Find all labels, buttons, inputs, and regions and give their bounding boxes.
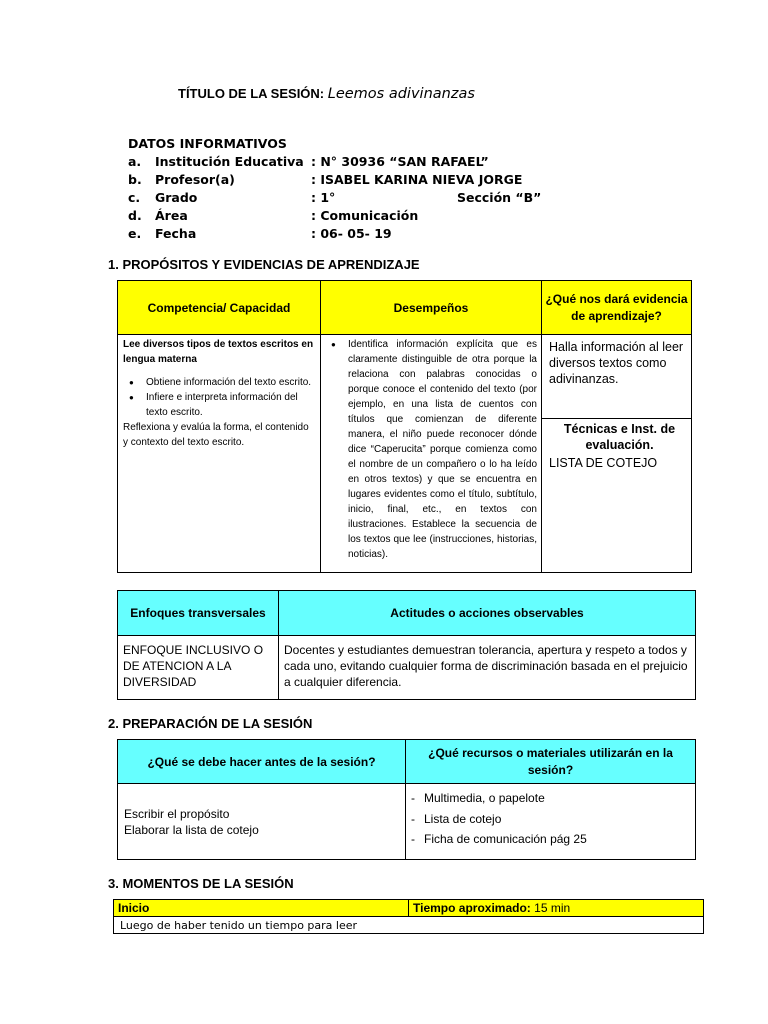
desempeno-cell — [321, 335, 542, 573]
preparacion-table — [117, 739, 696, 860]
datos-letter: b. — [128, 172, 142, 187]
antes-item: Escribir el propósito — [124, 806, 230, 821]
tiempo-cell — [409, 900, 704, 917]
section1-heading: 1. PROPÓSITOS Y EVIDENCIAS DE APRENDIZAJE — [108, 257, 420, 272]
datos-letter: d. — [128, 208, 142, 223]
momentos-table — [113, 899, 704, 934]
session-title — [178, 86, 475, 102]
datos-value: : N° 30936 “SAN RAFAEL” — [311, 154, 489, 169]
enfoques-table — [117, 590, 696, 700]
section3-heading: 3. MOMENTOS DE LA SESIÓN — [108, 876, 294, 891]
datos-label: Fecha — [155, 226, 197, 241]
capacidad-item: ● Obtiene información del texto escrito. — [123, 375, 315, 390]
datos-value: : Comunicación — [311, 208, 419, 223]
recurso-item: - Multimedia, o papelote — [406, 790, 695, 811]
competencia-title: Lee diversos tipos de textos escritos en lengua materna — [123, 339, 314, 365]
recurso-item: - Lista de cotejo — [406, 811, 695, 832]
datos-letter: a. — [128, 154, 142, 169]
tecnicas-heading: Técnicas e Inst. de evaluación. — [563, 422, 676, 452]
tecnicas-value: LISTA DE COTEJO — [549, 456, 658, 470]
datos-heading: DATOS INFORMATIVOS — [128, 136, 287, 151]
datos-label: Institución Educativa — [155, 154, 304, 169]
datos-letter: c. — [128, 190, 141, 205]
datos-value: : 06- 05- 19 — [311, 226, 392, 241]
datos-label: Grado — [155, 190, 198, 205]
recurso-item: - Ficha de comunicación pág 25 — [406, 831, 695, 852]
datos-seccion: Sección “B” — [457, 190, 542, 205]
session-title-value: Leemos adivinanzas — [327, 86, 475, 102]
actitudes-text: Docentes y estudiantes demuestran tolerancia, apertura y respeto a todos y cada uno, evitando cualquier forma de discriminación basada en el prejuicio a cualquier diferencia. — [279, 636, 696, 700]
header-recursos: ¿Qué recursos o materiales utilizarán en la sesión? — [406, 740, 696, 784]
capacidades-list — [123, 375, 315, 420]
capacidad-item: ● Infiere e interpreta información del texto escrito. — [123, 390, 315, 420]
header-competencia: Competencia/ Capacidad — [118, 281, 321, 335]
tiempo-label: Tiempo aproximado: — [413, 901, 531, 915]
datos-letter: e. — [128, 226, 142, 241]
datos-label: Área — [155, 208, 188, 223]
inicio-first-line: Luego de haber tenido un tiempo para leer — [114, 917, 704, 934]
header-desempenos: Desempeños — [321, 281, 542, 335]
competencia-cell — [118, 335, 321, 573]
propositos-table — [117, 280, 692, 573]
header-evidencia: ¿Qué nos dará evidencia de aprendizaje? — [542, 281, 692, 335]
datos-label: Profesor(a) — [155, 172, 235, 187]
inicio-label: Inicio — [114, 900, 409, 917]
recursos-cell — [406, 784, 696, 860]
antes-cell — [118, 784, 406, 860]
header-actitudes: Actitudes o acciones observables — [279, 591, 696, 636]
datos-value: : ISABEL KARINA NIEVA JORGE — [311, 172, 523, 187]
recursos-list — [406, 790, 695, 852]
evidencia-text: Halla información al leer diversos textos como adivinanzas. — [542, 335, 692, 419]
reflexiona-text: Reflexiona y evalúa la forma, el contenido y contexto del texto escrito. — [123, 422, 309, 448]
datos-value: : 1° — [311, 190, 336, 205]
tiempo-value: 15 min — [534, 901, 571, 915]
tecnicas-cell — [542, 419, 692, 573]
header-enfoques: Enfoques transversales — [118, 591, 279, 636]
enfoque-text: ENFOQUE INCLUSIVO O DE ATENCION A LA DIVERSIDAD — [118, 636, 279, 700]
header-antes: ¿Qué se debe hacer antes de la sesión? — [118, 740, 406, 784]
session-title-label: TÍTULO DE LA SESIÓN: — [178, 86, 325, 101]
antes-item: Elaborar la lista de cotejo — [124, 822, 259, 837]
desempeno-text: ● Identifica información explícita que es claramente distinguible de otra porque la relaciona con palabras conocidas o porque conoce el contenido del texto (por ejemplo, en una lista de cuentos con títulos que comienzan de diferente manera, el niño puede reconocer dónde dice “Caperucita” porque comienza como el nombre de un compañero o lo ha leído en otros textos) y que se encuentra en lugares evidentes como el título, subtítulo, inicio, final, etc., en textos con ilustraciones. Establece la secuencia de los textos que lee (instrucciones, historias, noticias). — [325, 337, 537, 562]
section2-heading: 2. PREPARACIÓN DE LA SESIÓN — [108, 716, 313, 731]
